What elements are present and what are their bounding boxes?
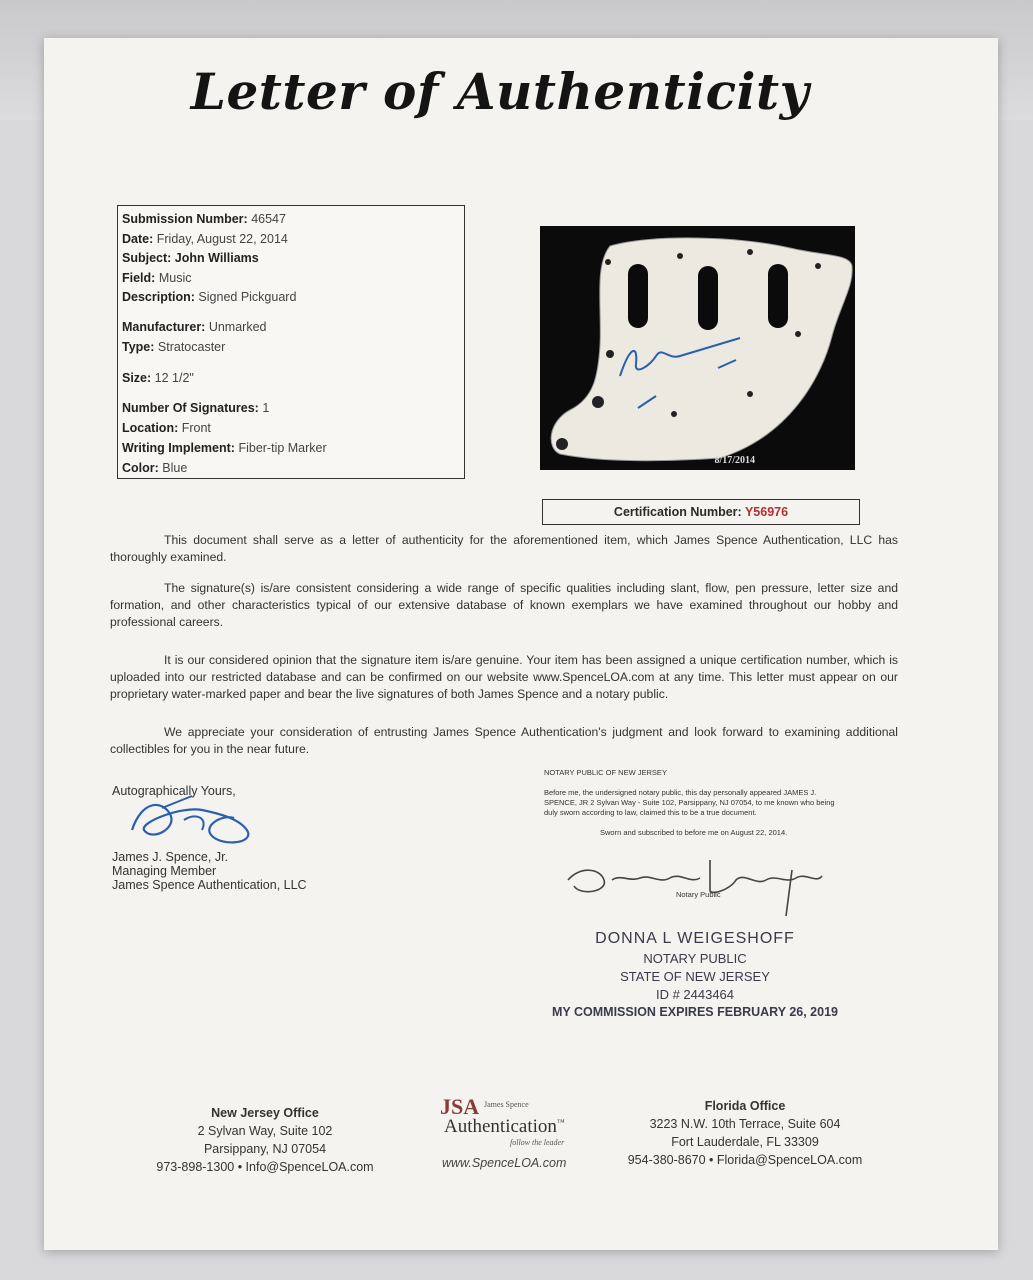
info-value: Stratocaster: [157, 340, 226, 354]
info-label: Description:: [122, 290, 195, 304]
paragraph: The signature(s) is/are consistent considering a wide range of specific qualities including slant, flow, pen pressure, letter size and formation, and other characteristics typical of our extensive database of known exemplars we have examined throughout our hobby and professional careers.: [110, 581, 898, 629]
document-title: Letter of Authenticity: [190, 62, 810, 121]
fl-address-line2: Fort Lauderdale, FL 33309: [671, 1135, 819, 1149]
info-label: Number Of Signatures:: [122, 401, 259, 415]
notary-signature: [560, 850, 840, 920]
info-row: [122, 211, 286, 227]
stamp-state: STATE OF NEW JERSEY: [620, 969, 770, 984]
paragraph: This document shall serve as a letter of authenticity for the aforementioned item, which James Spence Authentication, LLC has thoroughly examined.: [110, 533, 898, 564]
certification-number: Y56976: [744, 505, 789, 519]
jsa-logo-sub: James Spence: [484, 1100, 529, 1109]
certification-box: [542, 499, 860, 525]
paragraph: We appreciate your consideration of entrusting James Spence Authentication's judgment and look forward to examining additional collectibles for you in the near future.: [110, 725, 898, 756]
info-label: Type:: [122, 340, 155, 354]
fl-address-line1: 3223 N.W. 10th Terrace, Suite 604: [649, 1117, 841, 1131]
info-row: [122, 270, 191, 286]
certification-label: Certification Number:: [613, 505, 742, 519]
nj-contact: 973-898-1300 • Info@SpenceLOA.com: [156, 1160, 374, 1174]
info-row: [122, 250, 259, 266]
jsa-logo-url: www.SpenceLOA.com: [442, 1156, 567, 1170]
info-row: [122, 231, 288, 247]
stamp-commission: MY COMMISSION EXPIRES FEBRUARY 26, 2019: [552, 1005, 838, 1019]
info-label: Writing Implement:: [122, 441, 235, 455]
info-row: [122, 400, 269, 416]
signoff-role: Managing Member: [112, 864, 217, 878]
info-label: Subject:: [122, 251, 172, 265]
paragraph: It is our considered opinion that the signature item is/are genuine. Your item has been assigned a unique certification number, which is uploaded into our restricted database and can be confirmed on our website www.SpenceLOA.com at any time. This letter must appear on our proprietary water-marked paper and bear the live signatures of both James Spence and a notary public.: [110, 653, 898, 701]
item-photo: [540, 226, 855, 470]
info-value: Signed Pickguard: [198, 290, 297, 304]
info-value: 46547: [251, 212, 286, 226]
info-value: Front: [181, 421, 211, 435]
notary-sworn: Sworn and subscribed to before me on August 22, 2014.: [600, 828, 788, 837]
jsa-logo: [430, 1094, 590, 1174]
stamp-title: NOTARY PUBLIC: [643, 951, 747, 966]
nj-address-line1: 2 Sylvan Way, Suite 102: [197, 1124, 333, 1138]
stamp-name: DONNA L WEIGESHOFF: [595, 930, 795, 947]
stamp-id: ID # 2443464: [655, 987, 735, 1002]
info-label: Manufacturer:: [122, 320, 206, 334]
jsa-logo-name: [444, 1116, 565, 1138]
info-value: 1: [262, 401, 270, 415]
fl-office-title: Florida Office: [704, 1099, 786, 1113]
info-value: Music: [158, 271, 192, 285]
notary-header: NOTARY PUBLIC OF NEW JERSEY: [544, 768, 667, 777]
info-label: Field:: [122, 271, 156, 285]
info-row: [122, 319, 267, 335]
info-label: Submission Number:: [122, 212, 248, 226]
info-row: [122, 339, 225, 355]
info-label: Color:: [122, 461, 159, 475]
info-row: [122, 289, 296, 305]
notary-sig-label: Notary Public: [676, 890, 721, 899]
info-label: Size:: [122, 371, 152, 385]
item-info-box: [117, 205, 465, 479]
info-value: Unmarked: [208, 320, 267, 334]
nj-office-title: New Jersey Office: [211, 1106, 319, 1120]
info-row: [122, 420, 211, 436]
info-row: [122, 370, 194, 386]
fl-contact: 954-380-8670 • Florida@SpenceLOA.com: [627, 1153, 863, 1167]
jsa-logo-tm: ™: [556, 1117, 565, 1127]
photo-date: 8/17/2014: [714, 455, 755, 466]
info-label: Date:: [122, 232, 154, 246]
nj-address-line2: Parsippany, NJ 07054: [203, 1142, 327, 1156]
info-row: [122, 460, 187, 476]
footer-fl-office: [600, 1097, 890, 1169]
info-row: [122, 440, 327, 456]
info-value: 12 1/2": [154, 371, 194, 385]
signoff-company: James Spence Authentication, LLC: [112, 878, 307, 892]
spence-signature: [122, 790, 262, 850]
signoff-closing: Autographically Yours,: [112, 784, 236, 798]
info-value: Friday, August 22, 2014: [156, 232, 288, 246]
signoff-name: James J. Spence, Jr.: [112, 850, 229, 864]
jsa-logo-name-text: Authentication: [444, 1116, 557, 1137]
footer-nj-office: [130, 1104, 400, 1176]
jsa-logo-tagline: follow the leader: [510, 1138, 565, 1147]
info-label: Location:: [122, 421, 179, 435]
notary-body: Before me, the undersigned notary public, this day personally appeared JAMES J. SPENCE, JR 2 Sylvan Way - Suite 102, Parsippany, NJ 07054, to me known who being duly sworn according to law, claimed this to be a true document.: [544, 788, 835, 817]
info-value: Blue: [162, 461, 188, 475]
jsa-logo-mark: JSA: [440, 1094, 480, 1119]
pickguard-image: [540, 226, 855, 470]
info-value: John Williams: [174, 251, 259, 265]
info-value: Fiber-tip Marker: [238, 441, 327, 455]
